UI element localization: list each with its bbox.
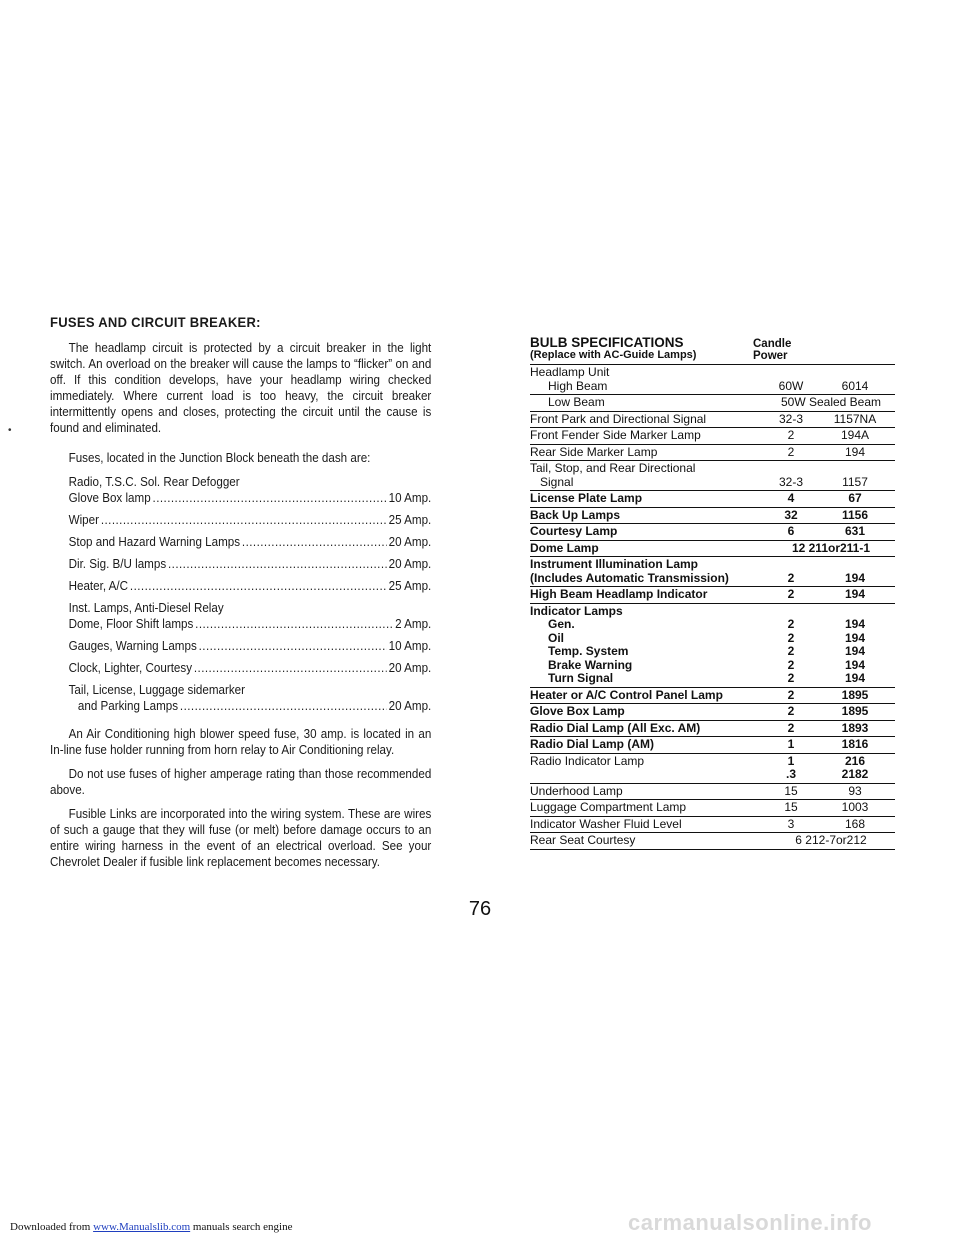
candle-power: 2 bbox=[787, 644, 795, 658]
candle-power: 2 bbox=[787, 428, 795, 442]
trade-number: 1157NA bbox=[833, 411, 877, 426]
bulb-name: Temp. System bbox=[548, 644, 629, 658]
dot-leader bbox=[242, 534, 387, 550]
fuse-label: Dir. Sig. B/U lamps bbox=[68, 557, 167, 571]
table-row bbox=[530, 491, 895, 508]
candle-power: 15 bbox=[784, 800, 798, 814]
candle-power: 4 bbox=[787, 491, 795, 505]
fuse-label: Wiper bbox=[68, 513, 99, 527]
indicator-row bbox=[530, 632, 895, 646]
manualslib-link[interactable]: www.Manualslib.com bbox=[93, 1221, 191, 1233]
candle-power: 32-3 bbox=[778, 411, 804, 426]
fuse-pre-label: Inst. Lamps, Anti-Diesel Relay bbox=[68, 601, 224, 615]
bulb-name: Rear Side Marker Lamp bbox=[530, 444, 658, 459]
trade-number: 1893 bbox=[841, 720, 869, 735]
candle-power: 2 bbox=[787, 720, 795, 735]
table-row: Radio Indicator Lamp 1 .3 216 2182 bbox=[530, 754, 895, 784]
fuse-line bbox=[69, 556, 432, 572]
indicator-row bbox=[530, 659, 895, 673]
fuse-amperage: 2 Amp. bbox=[395, 617, 432, 631]
fuse-line bbox=[69, 534, 432, 550]
trade-number: 67 bbox=[848, 491, 862, 505]
table-row bbox=[530, 800, 895, 817]
fuse-item bbox=[69, 578, 432, 594]
candle-power: 15 bbox=[784, 783, 798, 798]
candle-power: 2 bbox=[787, 704, 795, 718]
trade-number: 194 bbox=[844, 630, 866, 645]
table-row bbox=[530, 721, 895, 738]
table-row bbox=[530, 508, 895, 525]
fuse-item bbox=[69, 512, 432, 528]
bulb-name: Glove Box Lamp bbox=[530, 704, 625, 718]
table-row: Low Beam 50W Sealed Beam bbox=[530, 395, 895, 412]
table-row: Rear Seat Courtesy 6 212-7or212 bbox=[530, 833, 895, 850]
bulb-name: Underhood Lamp bbox=[530, 783, 623, 798]
fuse-pre-label: Tail, License, Luggage sidemarker bbox=[68, 683, 246, 697]
table-row: High Beam Headlamp Indicator 2 194 bbox=[530, 587, 895, 604]
trade-number: 168 bbox=[844, 816, 866, 831]
bulb-name: Front Fender Side Marker Lamp bbox=[530, 428, 701, 442]
fusible-links-paragraph: Fusible Links are incorporated into the wiring system. These are wires of such a gauge that they will fuse (or melt) before damage occurs to an entire wiring harness in the event of an electrical overload. See your Chevrolet Dealer if fusible link replacement becomes necessary. bbox=[50, 807, 432, 869]
fuse-pre-label: Radio, T.S.C. Sol. Rear Defogger bbox=[68, 475, 240, 489]
table-group bbox=[530, 412, 895, 462]
trade-number: 194 bbox=[844, 644, 866, 658]
watermark: carmanualsonline.info bbox=[628, 1210, 872, 1235]
bulb-name: Radio Dial Lamp (AM) bbox=[530, 737, 655, 751]
download-footer: Downloaded from www.Manualslib.com manuals search engine bbox=[10, 1221, 293, 1233]
trade-number: 1816 bbox=[841, 737, 869, 751]
bulb-name: Back Up Lamps bbox=[530, 507, 621, 522]
fuse-amperage: 20 Amp. bbox=[388, 699, 432, 713]
indicator-row bbox=[530, 672, 895, 686]
bulb-title: BULB SPECIFICATIONS bbox=[530, 335, 684, 350]
candle-power: 1 bbox=[787, 737, 795, 751]
fuse-label: Glove Box lamp bbox=[68, 491, 151, 505]
indicator-row bbox=[530, 645, 895, 659]
bulb-name: License Plate Lamp bbox=[530, 491, 643, 505]
fuse-item bbox=[69, 682, 432, 714]
fuse-warning-paragraph: Do not use fuses of higher amperage rating than those recommended above. bbox=[50, 767, 432, 797]
fuse-label: Clock, Lighter, Courtesy bbox=[68, 661, 193, 675]
fuses-section bbox=[50, 314, 431, 878]
trade-number: 631 bbox=[844, 524, 866, 538]
fuse-intro: Fuses, located in the Junction Block beneath the dash are: bbox=[68, 451, 371, 465]
trade-number: 194 bbox=[844, 657, 866, 672]
indicator-lamps-group: Indicator Lamps Gen. 2 194 Oil 2 194 Temp. System 2 194 Brake Warning 2 194 Turn Signal 2 194 bbox=[530, 604, 895, 688]
page-number: 76 bbox=[468, 898, 492, 920]
table-row bbox=[530, 817, 895, 834]
table-row bbox=[530, 737, 895, 754]
fuse-line bbox=[69, 638, 432, 654]
indicator-list bbox=[530, 618, 895, 686]
trade-number: 1003 bbox=[841, 800, 869, 814]
fuse-amperage: 10 Amp. bbox=[388, 639, 432, 653]
bulb-name: Gen. bbox=[548, 617, 575, 631]
fuse-amperage: 20 Amp. bbox=[388, 661, 432, 675]
ac-fuse-paragraph: An Air Conditioning high blower speed fuse, 30 amp. is located in an In-line fuse holder running from horn relay to Air Conditioning relay. bbox=[50, 727, 432, 757]
circuit-breaker-paragraph: The headlamp circuit is protected by a circuit breaker in the light switch. An overload on the breaker will cause the lamps to “flicker” on and off. If this condition develops, have your headlamp wiring checked immediately. Where current load is too heavy, the circuit breaker intermittently opens and closes, protecting the circuit until the cause is found and eliminated. bbox=[50, 341, 432, 435]
candle-power: 6 bbox=[787, 524, 795, 538]
fuse-item bbox=[69, 638, 432, 654]
bulb-name: Luggage Compartment Lamp bbox=[530, 800, 687, 814]
fuse-label: Gauges, Warning Lamps bbox=[68, 639, 197, 653]
bulb-name: Heater or A/C Control Panel Lamp bbox=[530, 687, 723, 702]
fuse-item bbox=[69, 534, 432, 550]
fuse-list bbox=[69, 474, 432, 714]
fuse-amperage: 25 Amp. bbox=[388, 579, 432, 593]
trade-number: 194 bbox=[844, 671, 866, 685]
trade-number: 93 bbox=[848, 783, 862, 798]
trade-number: 194 bbox=[844, 444, 866, 459]
bulb-name: Courtesy Lamp bbox=[530, 524, 618, 538]
bulb-name: Oil bbox=[548, 630, 565, 645]
dot-leader bbox=[194, 660, 387, 676]
candle-power: 2 bbox=[787, 671, 795, 685]
dot-leader bbox=[153, 490, 387, 506]
candle-power: 2 bbox=[787, 444, 795, 459]
table-row bbox=[530, 412, 895, 429]
bulb-specifications bbox=[530, 336, 895, 850]
candle-power: 2 bbox=[787, 687, 795, 702]
table-group bbox=[530, 491, 895, 541]
candle-power: 2 bbox=[787, 657, 795, 672]
table-row: Headlamp Unit High Beam 60W 6014 bbox=[530, 364, 895, 395]
table-row bbox=[530, 784, 895, 801]
trade-number: 194 bbox=[844, 617, 866, 631]
table-row bbox=[530, 688, 895, 705]
trade-number: 1895 bbox=[841, 704, 869, 718]
candle-power: 3 bbox=[787, 816, 795, 831]
fuse-item bbox=[69, 600, 432, 632]
dot-leader bbox=[168, 556, 387, 572]
bulb-name: Front Park and Directional Signal bbox=[530, 411, 707, 426]
fuse-label: Dome, Floor Shift lamps bbox=[68, 617, 194, 631]
dot-leader bbox=[130, 578, 387, 594]
trade-number: 1156 bbox=[841, 507, 869, 522]
fuses-heading: FUSES AND CIRCUIT BREAKER: bbox=[50, 314, 261, 330]
table-row bbox=[530, 445, 895, 462]
bulb-name: Indicator Washer Fluid Level bbox=[530, 816, 682, 831]
candle-power: 2 bbox=[787, 617, 795, 631]
bulb-header bbox=[530, 336, 895, 364]
table-row: Instrument Illumination Lamp (Includes Automatic Transmission) 2 194 bbox=[530, 557, 895, 587]
bulb-subtitle: (Replace with AC-Guide Lamps) bbox=[530, 349, 697, 361]
bulb-name: Brake Warning bbox=[548, 657, 633, 672]
fuse-label: Stop and Hazard Warning Lamps bbox=[68, 535, 241, 549]
candle-power-header: Candle Power bbox=[753, 338, 792, 362]
fuse-item bbox=[69, 556, 432, 572]
fuse-line bbox=[69, 660, 432, 676]
bulb-name: Radio Dial Lamp (All Exc. AM) bbox=[530, 720, 701, 735]
trade-number: 194A bbox=[840, 428, 870, 442]
fuse-line bbox=[69, 578, 432, 594]
candle-power: 2 bbox=[787, 630, 795, 645]
indicator-row bbox=[530, 618, 895, 632]
fuse-item bbox=[69, 660, 432, 676]
table-group bbox=[530, 784, 895, 834]
table-row bbox=[530, 524, 895, 541]
table-row: Dome Lamp 12 211or211-1 bbox=[530, 541, 895, 558]
fuse-line bbox=[69, 616, 432, 632]
dot-leader bbox=[199, 638, 387, 654]
bulb-name: Turn Signal bbox=[548, 671, 614, 685]
fuse-label: Heater, A/C bbox=[68, 579, 129, 593]
dot-leader bbox=[195, 616, 393, 632]
fuse-amperage: 10 Amp. bbox=[388, 491, 432, 505]
candle-power: 32 bbox=[784, 507, 798, 522]
dot-leader bbox=[180, 698, 387, 714]
fuse-amperage: 20 Amp. bbox=[388, 535, 432, 549]
table-row bbox=[530, 704, 895, 721]
dot-leader bbox=[101, 512, 387, 528]
stray-mark: • bbox=[8, 425, 12, 436]
fuse-label: and Parking Lamps bbox=[77, 699, 179, 713]
fuse-line bbox=[69, 512, 432, 528]
trade-number: 1895 bbox=[841, 687, 869, 702]
fuse-amperage: 25 Amp. bbox=[388, 513, 432, 527]
fuse-line bbox=[69, 490, 432, 506]
table-group bbox=[530, 688, 895, 754]
table-row bbox=[530, 428, 895, 445]
table-row: Tail, Stop, and Rear Directional Signal 32-3 1157 bbox=[530, 461, 895, 491]
fuse-line bbox=[69, 698, 432, 714]
fuse-item bbox=[69, 474, 432, 506]
fuse-amperage: 20 Amp. bbox=[388, 557, 432, 571]
